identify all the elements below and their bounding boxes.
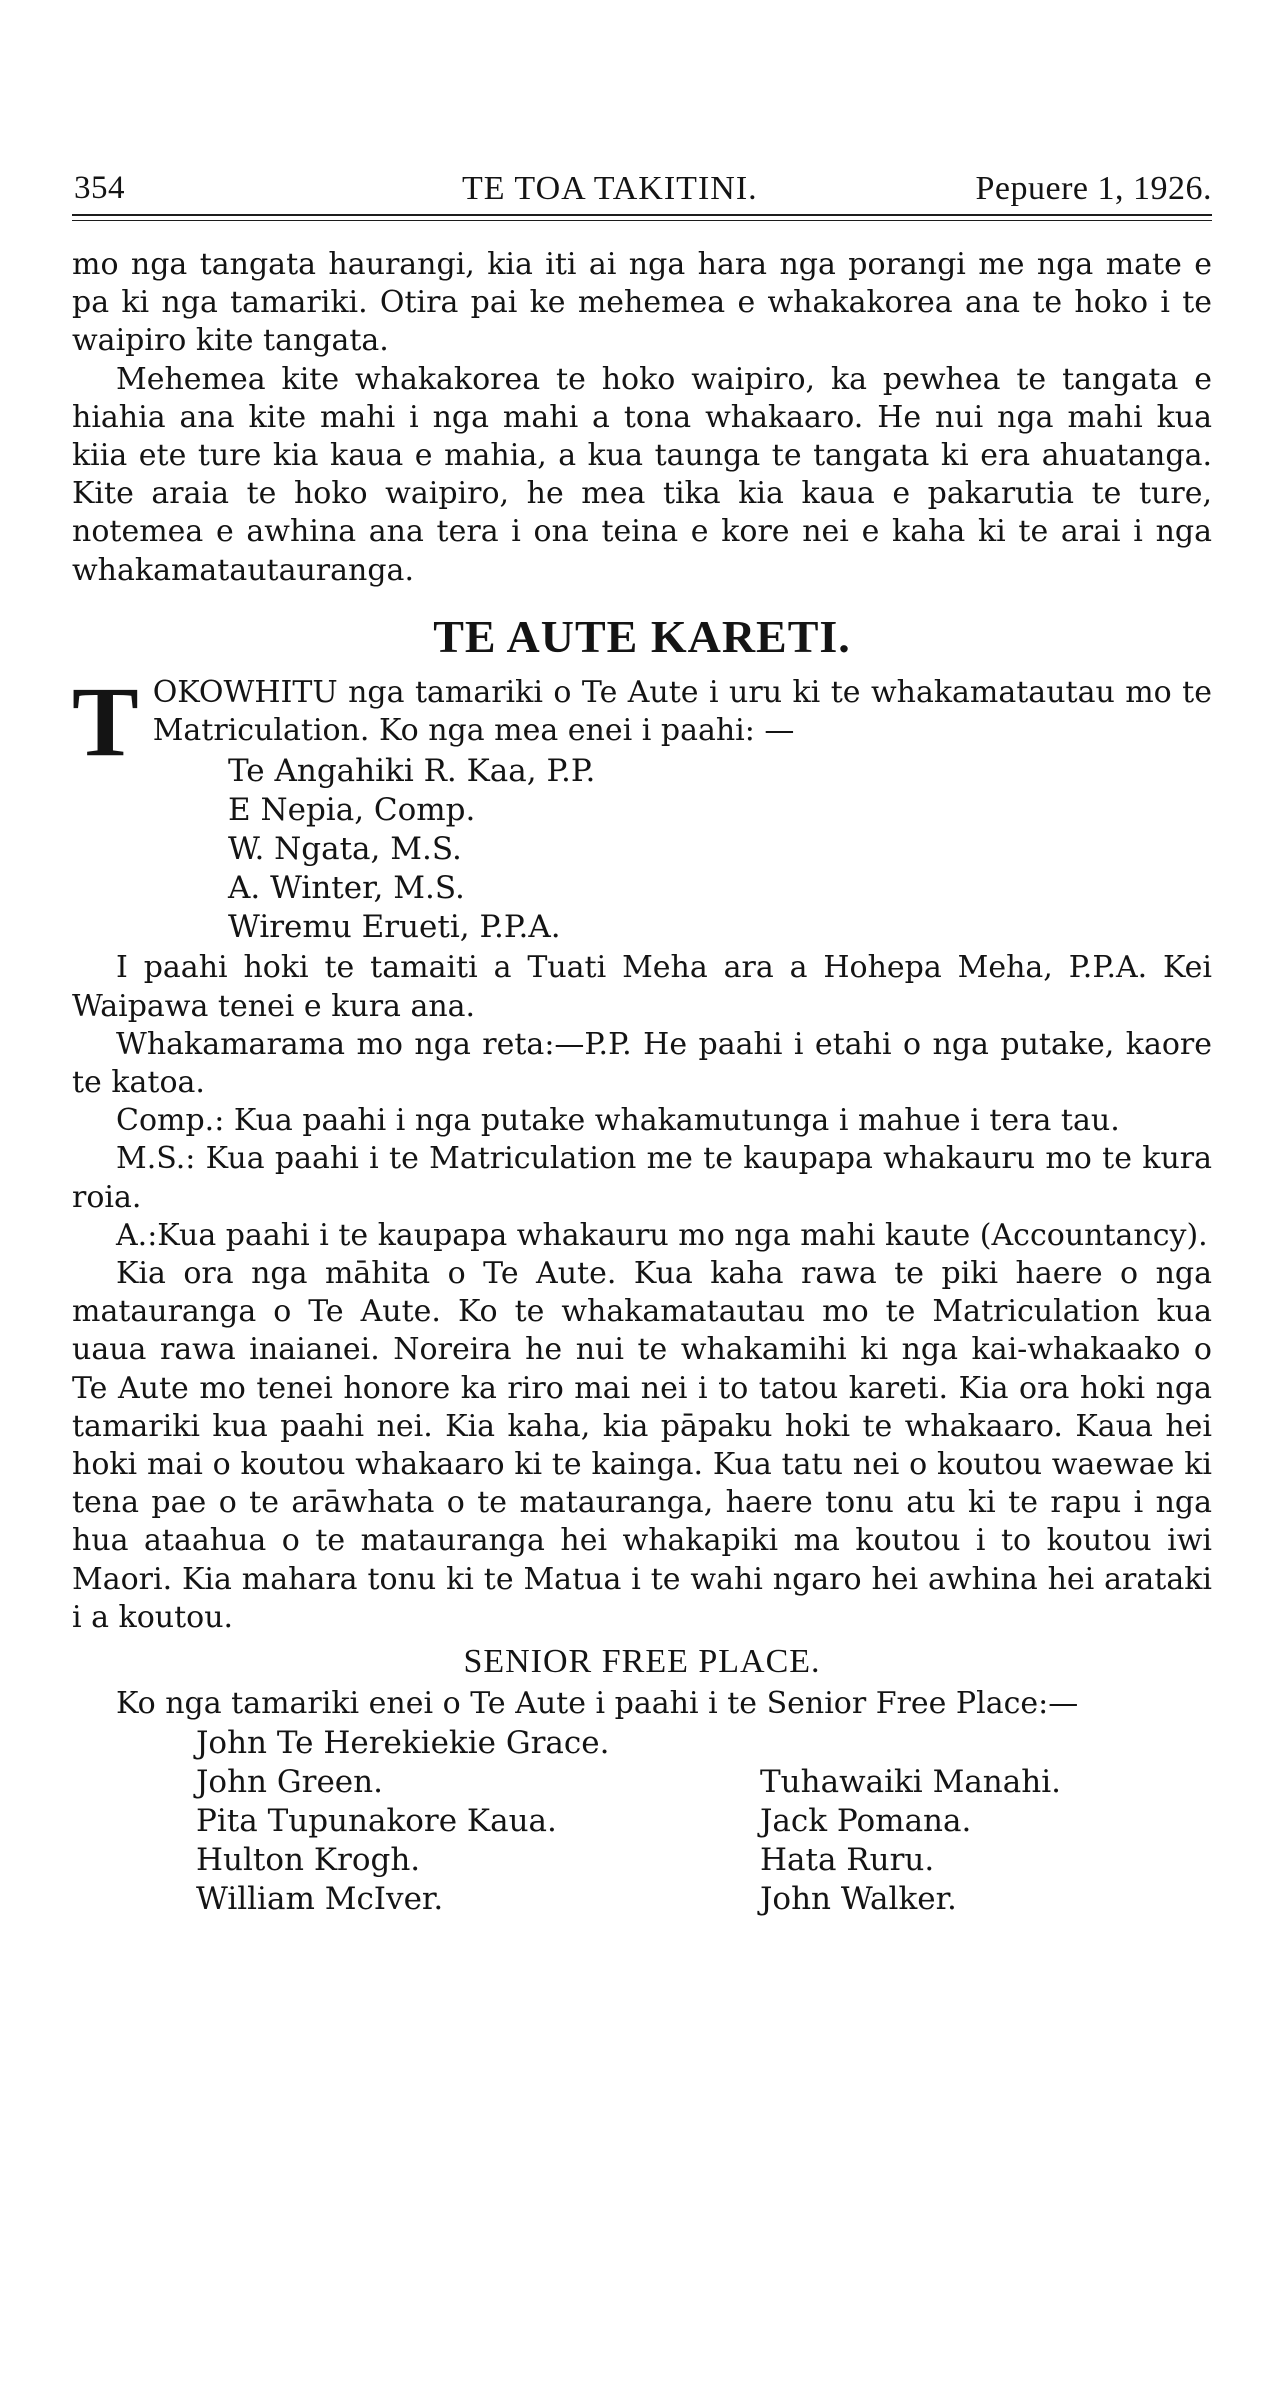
section-title: TE AUTE KARETI.	[433, 610, 851, 662]
page-number: 354	[74, 170, 125, 206]
paragraph: Kia ora nga māhita o Te Aute. Kua kaha rawa te piki haere o nga matauranga o Te Aute. Ko te whakamatautau mo te Matriculation kua uaua rawa inaianei. Noreira he nui te whakamihi ki nga kai-whakaako o Te Aute mo tenei honore ka riro mai nei i to tatou kareti. Kia ora hoki nga tamariki kua paahi nei. Kia kaha, kia pāpaku hoki te whakaaro. Kaua hei hoki mai o koutou whakaaro ki te kainga. Kua tatu nei o koutou waewae ki tena pae o te arāwhata o te matauranga, haere tonu atu ki te rapu i nga hua ataahua o te matauranga hei whakapiki ma koutou i to koutou iwi Maori. Kia mahara tonu ki te Matua i te wahi ngaro hei awhina hei arataki i a koutou.	[72, 1256, 1212, 1635]
list-item: Te Angahiki R. Kaa, P.P.	[228, 753, 596, 790]
paragraph: M.S.: Kua paahi i te Matriculation me te kaupapa whakauru mo te kura roia.	[72, 1141, 1212, 1215]
paragraph: A.:Kua paahi i te kaupapa whakauru mo nga mahi kaute (Accountancy).	[116, 1217, 1208, 1253]
article-body	[72, 246, 1212, 1924]
lead-text: OKOWHITU nga tamariki o Te Aute i uru ki te whakamatautau mo te Matriculation. Ko nga mea enei i paahi: —	[152, 675, 1212, 749]
list-item: Pita Tupunakore Kaua.	[196, 1802, 557, 1839]
list-item: John Green.	[196, 1763, 383, 1800]
header-rule-thin	[72, 220, 1212, 221]
subsection-title: SENIOR FREE PLACE.	[463, 1643, 821, 1681]
list-item: Tuhawaiki Manahi.	[760, 1763, 1061, 1800]
list-item: Hata Ruru.	[760, 1841, 935, 1878]
senior-names	[72, 1724, 1212, 1924]
list-item: William McIver.	[196, 1880, 444, 1917]
issue-date: Pepuere 1, 1926.	[975, 170, 1212, 207]
senior-intro: Ko nga tamariki enei o Te Aute i paahi i te Senior Free Place:—	[116, 1686, 1079, 1722]
paragraph: I paahi hoki te tamaiti a Tuati Meha ara a Hohepa Meha, P.P.A. Kei Waipawa tenei e kura ana.	[72, 950, 1212, 1024]
paragraph: Comp.: Kua paahi i nga putake whakamutunga i mahue i tera tau.	[116, 1103, 1120, 1139]
intro-paragraph: mo nga tangata haurangi, kia iti ai nga hara nga porangi me nga mate e pa ki nga tamariki. Otira pai ke mehemea e whakakorea ana te hoko i te waipiro kite tangata.	[72, 247, 1212, 359]
running-header	[72, 160, 1212, 216]
list-item: W. Ngata, M.S.	[228, 831, 462, 868]
paragraph: Whakamarama mo nga reta:—P.P. He paahi i etahi o nga putake, kaore te katoa.	[72, 1026, 1212, 1101]
header-rule	[72, 214, 1212, 216]
list-item: Wiremu Erueti, P.P.A.	[228, 909, 561, 946]
drop-cap: T	[72, 666, 139, 778]
senior-names-left	[196, 1724, 609, 1919]
senior-names-right	[760, 1763, 1061, 1919]
list-item: Hulton Krogh.	[196, 1841, 421, 1878]
intro-paragraph: Mehemea kite whakakorea te hoko waipiro, ka pewhea te tangata e hiahia ana kite mahi i nga mahi a tona whakaaro. He nui nga mahi kua kiia ete ture kia kaua e mahia, a kua taunga te tangata ki era ahuatanga. Kite araia te hoko waipiro, he mea tika kia kaua e pakarutia te ture, notemea e awhina ana tera i ona teina e kore nei e kaha ki te arai i nga whakamatautauranga.	[72, 361, 1212, 588]
list-item: E Nepia, Comp.	[228, 792, 476, 829]
list-item: A. Winter, M.S.	[228, 870, 465, 907]
list-item: John Te Herekiekie Grace.	[196, 1724, 610, 1761]
list-item: Jack Pomana.	[760, 1802, 972, 1839]
passed-names-list	[228, 752, 1212, 947]
document-page	[72, 160, 1212, 1924]
publication-title: TE TOA TAKITINI.	[462, 170, 758, 207]
list-item: John Walker.	[760, 1880, 957, 1917]
